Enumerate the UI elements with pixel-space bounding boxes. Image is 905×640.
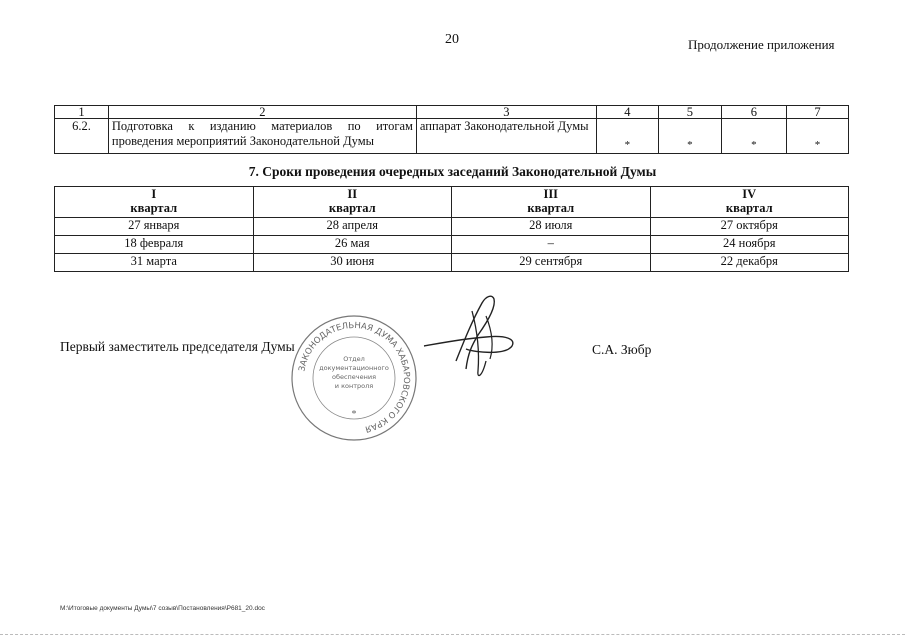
table-row	[55, 236, 849, 254]
col-header: 7	[786, 106, 848, 119]
row-number: 6.2.	[55, 119, 109, 154]
quarter-header	[452, 187, 651, 218]
section-title: 7. Сроки проведения очередных заседаний Законодательной Думы	[248, 164, 657, 179]
stamp-inner-line: Отдел	[343, 355, 365, 363]
date-cell: 18 февраля	[55, 236, 254, 254]
stamp-inner-line: обеспечения	[331, 373, 377, 381]
quarter-header	[55, 187, 254, 218]
quarter-roman: IV	[742, 187, 757, 201]
signer-position: Первый заместитель председателя Думы	[60, 339, 295, 354]
stamp-inner-line: и контроля	[334, 382, 374, 390]
mark-cell: *	[596, 119, 658, 154]
col-header: 4	[596, 106, 658, 119]
date-cell: 30 июня	[253, 254, 452, 272]
mark-cell: *	[721, 119, 786, 154]
date-cell: 29 сентября	[452, 254, 651, 272]
mark-cell: *	[786, 119, 848, 154]
quarter-label: квартал	[527, 201, 575, 215]
sessions-header	[55, 187, 849, 218]
col-header: 1	[55, 106, 109, 119]
date-cell: 22 декабря	[650, 254, 849, 272]
table-row	[55, 254, 849, 272]
official-stamp	[289, 313, 419, 443]
col-header: 2	[108, 106, 416, 119]
appendix-note: Продолжение приложения	[688, 37, 835, 52]
stamp-ring-text: ЗАКОНОДАТЕЛЬНАЯ ДУМА ХАБАРОВСКОГО КРАЯ	[297, 320, 412, 434]
sessions-table	[54, 186, 849, 272]
quarter-label: квартал	[328, 201, 376, 215]
signer-name: С.А. Зюбр	[592, 342, 652, 357]
quarter-label: квартал	[130, 201, 178, 215]
table-row	[55, 218, 849, 236]
mark-cell: *	[658, 119, 721, 154]
date-cell: 24 ноября	[650, 236, 849, 254]
col-header: 5	[658, 106, 721, 119]
plan-table	[54, 105, 849, 154]
quarter-header	[650, 187, 849, 218]
date-cell: –	[452, 236, 651, 254]
stamp-star-icon: *	[351, 409, 357, 420]
quarter-header	[253, 187, 452, 218]
date-cell: 27 октября	[650, 218, 849, 236]
quarter-roman: III	[543, 187, 559, 201]
activity-cell: Подготовка к изданию материалов по итогам проведения мероприятий Законодательной Думы	[108, 119, 416, 154]
date-cell: 27 января	[55, 218, 254, 236]
date-cell: 26 мая	[253, 236, 452, 254]
date-cell: 28 июля	[452, 218, 651, 236]
page-number: 20	[445, 32, 459, 47]
responsible-cell: аппарат Законодательной Думы	[416, 119, 596, 154]
plan-table-header	[55, 106, 849, 119]
quarter-roman: I	[151, 187, 157, 201]
quarter-roman: II	[347, 187, 358, 201]
quarter-label: квартал	[725, 201, 773, 215]
date-cell: 28 апреля	[253, 218, 452, 236]
table-row	[55, 119, 849, 154]
file-path-footer: M:\Итоговые документы Думы\7 созыв\Постановления\P681_20.doc	[60, 605, 265, 612]
date-cell: 31 марта	[55, 254, 254, 272]
col-header: 6	[721, 106, 786, 119]
page-bottom-divider	[0, 634, 905, 635]
col-header: 3	[416, 106, 596, 119]
stamp-inner-line: документационного	[319, 364, 389, 372]
handwritten-signature	[416, 291, 526, 386]
